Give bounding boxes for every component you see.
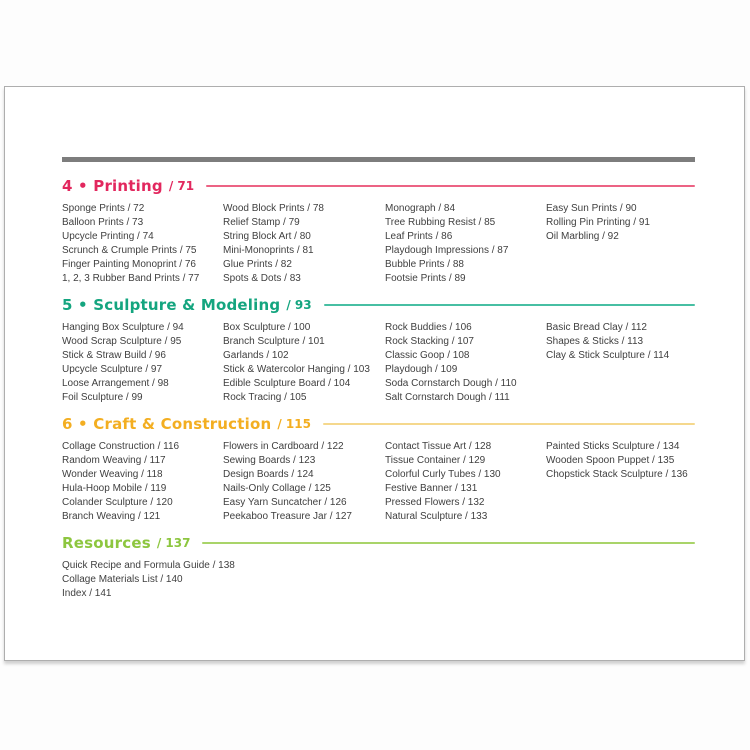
toc-column	[546, 321, 695, 405]
toc-item: Rock Stacking / 107	[385, 336, 474, 347]
toc-item: Foil Sculpture / 99	[62, 392, 143, 403]
section-title: 4 • Printing	[62, 177, 163, 195]
toc-item: Hanging Box Sculpture / 94	[62, 322, 184, 333]
toc-item: Nails-Only Collage / 125	[223, 483, 331, 494]
toc-item: Oil Marbling / 92	[546, 231, 619, 242]
toc-item: Relief Stamp / 79	[223, 217, 300, 228]
section-columns	[62, 559, 695, 601]
toc-item: Collage Materials List / 140	[62, 574, 183, 585]
toc-column	[385, 321, 546, 405]
toc-item: Chopstick Stack Sculpture / 136	[546, 469, 688, 480]
section-heading	[62, 177, 695, 195]
toc-item: Colorful Curly Tubes / 130	[385, 469, 501, 480]
toc-item: Sponge Prints / 72	[62, 203, 145, 214]
toc-column	[385, 440, 546, 524]
toc-item: Glue Prints / 82	[223, 259, 292, 270]
section-rule	[206, 185, 695, 187]
toc-item: Box Sculpture / 100	[223, 322, 311, 333]
section-rule	[323, 423, 695, 425]
toc-column	[223, 202, 385, 286]
section-rule	[324, 304, 695, 306]
toc-item: Wood Scrap Sculpture / 95	[62, 336, 182, 347]
toc-item: Playdough / 109	[385, 364, 458, 375]
toc-item: Hula-Hoop Mobile / 119	[62, 483, 167, 494]
toc-column	[62, 559, 695, 601]
section-rule	[202, 542, 695, 544]
toc-item: Tree Rubbing Resist / 85	[385, 217, 496, 228]
toc-item: Rock Tracing / 105	[223, 392, 307, 403]
toc-item: Stick & Watercolor Hanging / 103	[223, 364, 370, 375]
toc-column	[385, 202, 546, 286]
toc-item: Soda Cornstarch Dough / 110	[385, 378, 517, 389]
toc-item: Wooden Spoon Puppet / 135	[546, 455, 675, 466]
toc-item: Design Boards / 124	[223, 469, 314, 480]
section-heading	[62, 415, 695, 433]
toc-item: Index / 141	[62, 588, 112, 599]
toc-section-resources	[62, 534, 695, 601]
toc-column	[546, 202, 695, 286]
toc-column	[62, 321, 223, 405]
toc-item: Upcycle Printing / 74	[62, 231, 154, 242]
toc-item: Leaf Prints / 86	[385, 231, 453, 242]
toc-item: Branch Weaving / 121	[62, 511, 161, 522]
toc-item: Pressed Flowers / 132	[385, 497, 485, 508]
toc-item: Salt Cornstarch Dough / 111	[385, 392, 510, 403]
toc-item: Classic Goop / 108	[385, 350, 470, 361]
toc-item: Contact Tissue Art / 128	[385, 441, 492, 452]
toc-column	[62, 440, 223, 524]
section-columns	[62, 202, 695, 286]
section-heading	[62, 296, 695, 314]
toc-item: Collage Construction / 116	[62, 441, 180, 452]
toc-item: String Block Art / 80	[223, 231, 311, 242]
toc-column	[62, 202, 223, 286]
toc-item: Random Weaving / 117	[62, 455, 166, 466]
toc-item: 1, 2, 3 Rubber Band Prints / 77	[62, 273, 200, 284]
toc-item: Upcycle Sculpture / 97	[62, 364, 163, 375]
toc-item: Easy Yarn Suncatcher / 126	[223, 497, 347, 508]
toc-column	[223, 440, 385, 524]
section-page-number: / 71	[168, 179, 195, 193]
toc-item: Loose Arrangement / 98	[62, 378, 169, 389]
toc-item: Basic Bread Clay / 112	[546, 322, 647, 333]
section-columns	[62, 440, 695, 524]
toc-item: Monograph / 84	[385, 203, 456, 214]
section-title: 5 • Sculpture & Modeling	[62, 296, 281, 314]
toc-item: Balloon Prints / 73	[62, 217, 144, 228]
toc-item: Easy Sun Prints / 90	[546, 203, 637, 214]
toc-item: Bubble Prints / 88	[385, 259, 464, 270]
toc-item: Quick Recipe and Formula Guide / 138	[62, 560, 235, 571]
toc-item: Wood Block Prints / 78	[223, 203, 324, 214]
toc-item: Rock Buddies / 106	[385, 322, 472, 333]
toc-item: Festive Banner / 131	[385, 483, 478, 494]
toc-item: Colander Sculpture / 120	[62, 497, 173, 508]
toc-item: Natural Sculpture / 133	[385, 511, 488, 522]
toc-item: Finger Painting Monoprint / 76	[62, 259, 196, 270]
book-page	[4, 86, 745, 661]
toc-column	[546, 440, 695, 524]
section-title: 6 • Craft & Construction	[62, 415, 272, 433]
toc-item: Flowers in Cardboard / 122	[223, 441, 344, 452]
toc-item: Rolling Pin Printing / 91	[546, 217, 650, 228]
toc-sections	[62, 177, 695, 601]
toc-item: Edible Sculpture Board / 104	[223, 378, 351, 389]
toc-item: Scrunch & Crumple Prints / 75	[62, 245, 197, 256]
section-title: Resources	[62, 534, 151, 552]
section-page-number: / 137	[156, 536, 191, 550]
toc-item: Painted Sticks Sculpture / 134	[546, 441, 680, 452]
toc-item: Clay & Stick Sculpture / 114	[546, 350, 670, 361]
top-rule	[62, 157, 695, 162]
toc-item: Mini-Monoprints / 81	[223, 245, 314, 256]
toc-item: Footsie Prints / 89	[385, 273, 466, 284]
toc-item: Wonder Weaving / 118	[62, 469, 163, 480]
toc-item: Sewing Boards / 123	[223, 455, 316, 466]
toc-item: Stick & Straw Build / 96	[62, 350, 166, 361]
toc-item: Branch Sculpture / 101	[223, 336, 325, 347]
toc-item: Garlands / 102	[223, 350, 289, 361]
toc-item: Tissue Container / 129	[385, 455, 486, 466]
toc-item: Shapes & Sticks / 113	[546, 336, 644, 347]
section-heading	[62, 534, 695, 552]
toc-item: Peekaboo Treasure Jar / 127	[223, 511, 352, 522]
toc-item: Playdough Impressions / 87	[385, 245, 509, 256]
toc-column	[223, 321, 385, 405]
toc-content	[5, 87, 744, 601]
toc-section-sculpture-modeling	[62, 296, 695, 405]
toc-section-craft-construction	[62, 415, 695, 524]
section-columns	[62, 321, 695, 405]
toc-item: Spots & Dots / 83	[223, 273, 301, 284]
section-page-number: / 115	[277, 417, 311, 431]
toc-section-printing	[62, 177, 695, 286]
section-page-number: / 93	[286, 298, 312, 312]
